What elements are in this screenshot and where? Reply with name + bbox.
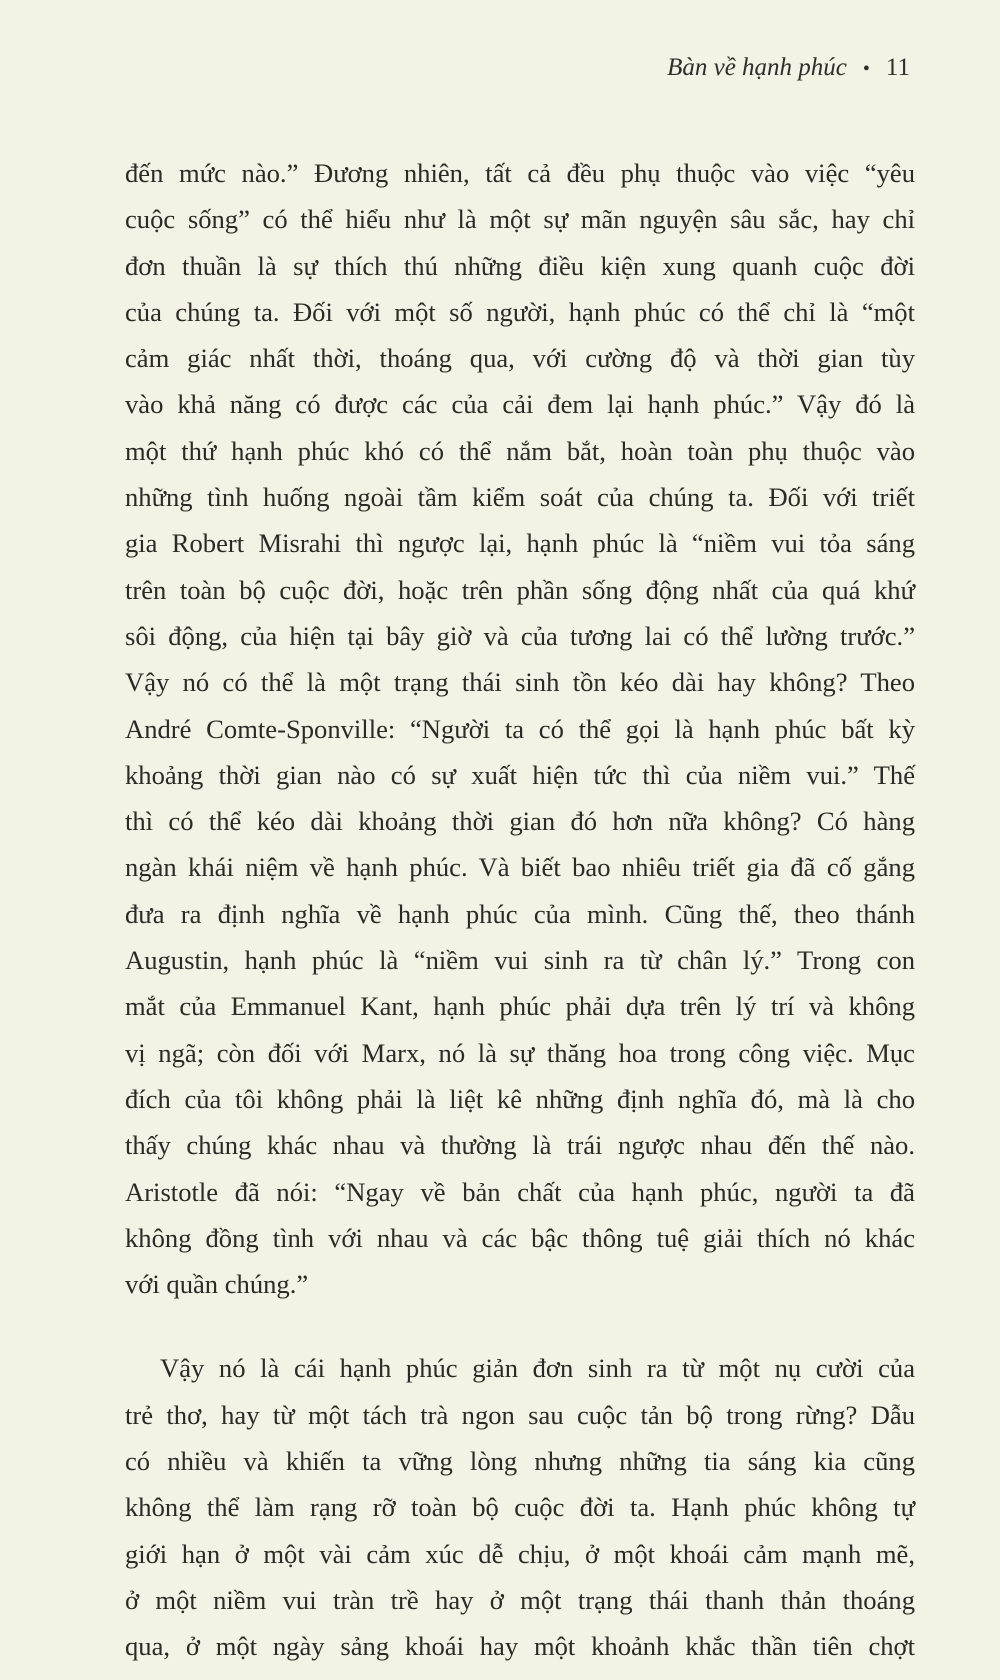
- text-line: đích của tôi không phải là liệt kê những định nghĩa đó, mà là cho: [125, 1083, 915, 1114]
- paragraph-gap: [125, 1307, 915, 1345]
- running-header-title: Bàn về hạnh phúc: [667, 54, 847, 81]
- paragraph: [125, 150, 915, 1307]
- text-line: với quần chúng.”: [125, 1269, 309, 1300]
- text-line: thấy chúng khác nhau và thường là trái ngược nhau đến thế nào.: [125, 1130, 915, 1161]
- text-line: mắt của Emmanuel Kant, hạnh phúc phải dựa trên lý trí và không: [125, 991, 915, 1022]
- text-line: của chúng ta. Đối với một số người, hạnh phúc có thể chỉ là “một: [125, 296, 915, 327]
- text-line: một thứ hạnh phúc khó có thể nắm bắt, hoàn toàn phụ thuộc vào: [125, 435, 915, 466]
- text-line: những tình huống ngoài tầm kiểm soát của chúng ta. Đối với triết: [125, 482, 915, 513]
- text-line: ở một niềm vui tràn trề hay ở một trạng thái thanh thản thoáng: [125, 1584, 915, 1615]
- text-line: giới hạn ở một vài cảm xúc dễ chịu, ở một khoái cảm mạnh mẽ,: [125, 1538, 915, 1569]
- text-line: vào khả năng có được các của cải đem lại hạnh phúc.” Vậy đó là: [125, 389, 915, 420]
- text-line: qua, ở một ngày sảng khoái hay một khoảnh khắc thần tiên chợt: [125, 1631, 915, 1662]
- text-line: thì có thể kéo dài khoảng thời gian đó hơn nữa không? Có hàng: [125, 806, 915, 837]
- running-header-bullet: •: [862, 58, 870, 80]
- body-text: [125, 150, 915, 1670]
- text-line: đưa ra định nghĩa về hạnh phúc của mình. Cũng thế, theo thánh: [125, 898, 915, 929]
- text-line: Aristotle đã nói: “Ngay về bản chất của hạnh phúc, người ta đã: [125, 1176, 915, 1207]
- text-line: đến mức nào.” Đương nhiên, tất cả đều phụ thuộc vào việc “yêu: [125, 158, 915, 188]
- text-line: cảm giác nhất thời, thoáng qua, với cường độ và thời gian tùy: [125, 343, 915, 374]
- paragraph: [125, 1345, 915, 1669]
- text-line: cuộc sống” có thể hiểu như là một sự mãn nguyện sâu sắc, hay chỉ: [125, 204, 915, 235]
- text-line: có nhiều và khiến ta vững lòng nhưng những tia sáng kia cũng: [125, 1446, 915, 1477]
- text-line: gia Robert Misrahi thì ngược lại, hạnh phúc là “niềm vui tỏa sáng: [125, 528, 915, 559]
- page-number: 11: [885, 54, 910, 81]
- text-line: đơn thuần là sự thích thú những điều kiện xung quanh cuộc đời: [125, 250, 915, 281]
- text-line: sôi động, của hiện tại bây giờ và của tương lai có thể lường trước.”: [125, 620, 915, 651]
- text-line: không thể làm rạng rỡ toàn bộ cuộc đời ta. Hạnh phúc không tự: [125, 1492, 915, 1523]
- text-line: trên toàn bộ cuộc đời, hoặc trên phần sống động nhất của quá khứ: [125, 574, 915, 605]
- text-line: khoảng thời gian nào có sự xuất hiện tức thì của niềm vui.” Thế: [125, 759, 915, 790]
- text-line: André Comte-Sponville: “Người ta có thể gọi là hạnh phúc bất kỳ: [125, 713, 915, 744]
- running-header: [667, 54, 910, 82]
- text-line: không đồng tình với nhau và các bậc thông tuệ giải thích nó khác: [125, 1222, 915, 1253]
- text-line: vị ngã; còn đối với Marx, nó là sự thăng hoa trong công việc. Mục: [125, 1037, 915, 1068]
- text-line: Augustin, hạnh phúc là “niềm vui sinh ra từ chân lý.” Trong con: [125, 945, 915, 976]
- text-line: ngàn khái niệm về hạnh phúc. Và biết bao nhiêu triết gia đã cố gắng: [125, 852, 915, 883]
- text-line: Vậy nó có thể là một trạng thái sinh tồn kéo dài hay không? Theo: [125, 667, 915, 698]
- text-line: Vậy nó là cái hạnh phúc giản đơn sinh ra từ một nụ cười của: [160, 1353, 915, 1384]
- text-line: trẻ thơ, hay từ một tách trà ngon sau cuộc tản bộ trong rừng? Dẫu: [125, 1399, 915, 1430]
